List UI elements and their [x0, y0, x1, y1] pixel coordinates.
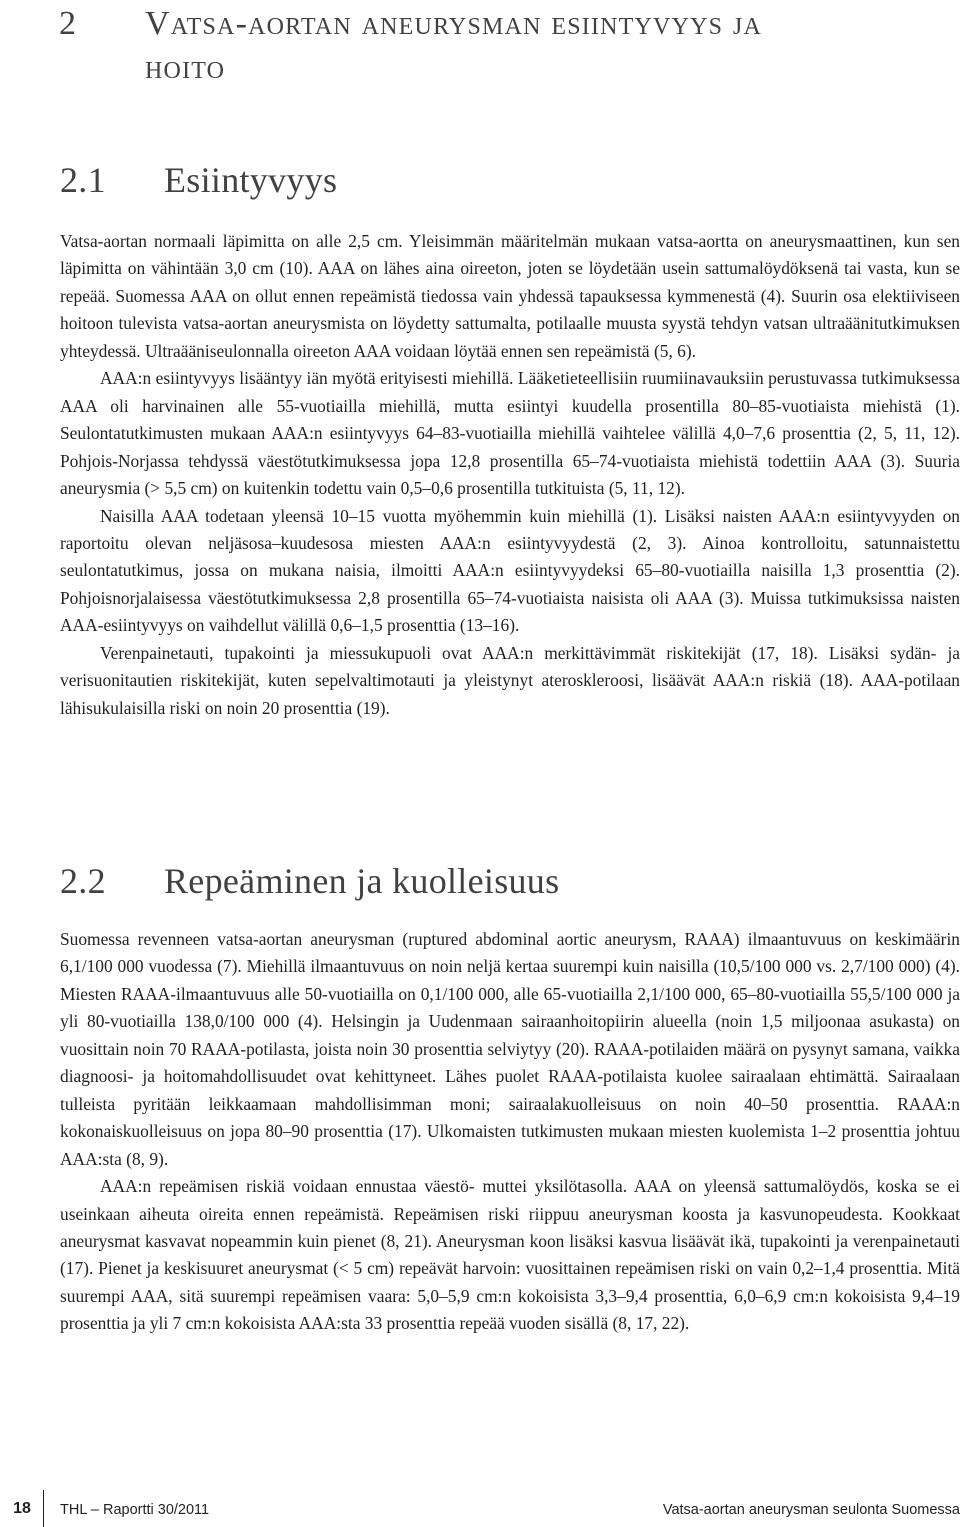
section-body-2-1: [60, 228, 960, 722]
section-number: 2.2: [60, 861, 106, 901]
footer-publication: THL – Raportti 30/2011: [60, 1502, 210, 1518]
chapter-number: 2: [59, 5, 78, 42]
chapter-title-line1: Vatsa-aortan aneurysman esiintyvyys ja: [145, 5, 762, 42]
paragraph: AAA:n repeämisen riskiä voidaan ennustaa väestö- muttei yksilötasolla. AAA on yleensä sattumalöydös, koska se ei useinkaan aiheuta oireita ennen repeämistä. Repeämisen riski riippuu aneurysman koosta ja kasvunopeudesta. Kookkaat aneurysmat kasvavat nopeammin kuin pienet (8, 21). Aneurysman koon lisäksi kasvua lisäävät ikä, tupakointi ja verenpainetauti (17). Pienet ja keskisuuret aneurysmat (< 5 cm) repeävät harvoin: vuosittainen repeämisen riski on vain 0,2–1,4 prosenttia. Mitä suurempi AAA, sitä suurempi repeämisen vaara: 5,0–5,9 cm:n kokoisista 3,3–9,4 prosenttia, 6,0–6,9 cm:n kokoisista 9,4–19 prosenttia ja yli 7 cm:n kokoisista AAA:sta 33 prosenttia repeää vuoden sisällä (8, 17, 22).: [60, 1176, 960, 1334]
footer-divider: [43, 1490, 44, 1527]
page-number: 18: [13, 1500, 31, 1517]
section-heading-2-1: [60, 160, 337, 200]
chapter-title-line2: hoito: [145, 49, 226, 86]
section-title: Repeäminen ja kuolleisuus: [164, 861, 560, 901]
section-heading-2-2: [60, 861, 559, 901]
section-body-2-2: [60, 926, 960, 1338]
paragraph: Naisilla AAA todetaan yleensä 10–15 vuotta myöhemmin kuin miehillä (1). Lisäksi naisten AAA:n esiintyvyyden on raportoitu olevan neljäsosa–kuudesosa miesten AAA:n esiintyvyydestä (2, 3). Ainoa kontrolloitu, satunnaistettu seulontatutkimus, jossa on mukana naisia, ilmoitti AAA:n esiintyvyydeksi 65–80-vuotiailla naisilla 1,3 prosenttia (2). Pohjoisnorjalaisessa väestötutkimuksessa 2,8 prosentilla 65–74-vuotiaista naisista oli AAA (3). Muissa tutkimuksissa naisten AAA-esiintyvyys on vaihdellut välillä 0,6–1,5 prosenttia (13–16).: [60, 505, 960, 636]
paragraph: Verenpainetauti, tupakointi ja miessukupuoli ovat AAA:n merkittävimmät riskitekijät (17, 18). Lisäksi sydän- ja verisuonitautien riskitekijät, kuten sepelvaltimotauti ja yleistynyt ateroskleroosi, lisäävät AAA:n riskiä (18). AAA-potilaan lähisukulaisilla riski on noin 20 prosenttia (19).: [60, 642, 960, 718]
footer-running-title: Vatsa-aortan aneurysman seulonta Suomessa: [662, 1502, 960, 1518]
section-title: Esiintyvyys: [164, 160, 338, 200]
paragraph: Vatsa-aortan normaali läpimitta on alle 2,5 cm. Yleisimmän määritelmän mukaan vatsa-aortta on aneurysmaattinen, kun sen läpimitta on vähintään 3,0 cm (10). AAA on lähes aina oireeton, joten se löydetään usein sattumalöydöksenä tai vasta, kun se repeää. Suomessa AAA on ollut ennen repeämistä tiedossa vain yhdessä tapauksessa kymmenestä (4). Suurin osa elektiiviseen hoitoon tulevista vatsa-aortan aneurysmista on löydetty sattumalta, potilaalle muusta syystä tehdyn vatsan ultraäänitutkimuksen yhteydessä. Ultraääniseulonnalla oireeton AAA voidaan löytää ennen sen repeämistä (5, 6).: [60, 231, 960, 361]
paragraph: AAA:n esiintyvyys lisääntyy iän myötä erityisesti miehillä. Lääketieteellisiin ruumiinavauksiin perustuvassa tutkimuksessa AAA oli harvinainen alle 55-vuotiailla miehillä, mutta esiintyi kuudella prosentilla 80–85-vuotiaista miehistä (1). Seulontatutkimusten mukaan AAA:n esiintyvyys 64–83-vuotiailla miehillä vaihtelee välillä 4,0–7,6 prosenttia (2, 5, 11, 12). Pohjois-Norjassa tehdyssä väestötutkimuksessa jopa 12,8 prosentilla 65–74-vuotiaista miehistä todettiin AAA (3). Suuria aneurysmia (> 5,5 cm) on kuitenkin todettu vain 0,5–0,6 prosentilla tutkituista (5, 11, 12).: [60, 368, 960, 499]
paragraph: Suomessa revenneen vatsa-aortan aneurysman (ruptured abdominal aortic aneurysm, RAAA) ilmaantuvuus on keskimäärin 6,1/100 000 vuodessa (7). Miehillä ilmaantuvuus on noin neljä kertaa suurempi kuin naisilla (10,5/100 000 vs. 2,7/100 000) (4). Miesten RAAA-ilmaantuvuus alle 50-vuotiailla on 0,1/100 000, alle 65-vuotiailla 2,1/100 000, 65–80-vuotiailla 55,5/100 000 ja yli 80-vuotiailla 138,0/100 000 (4). Helsingin ja Uudenmaan sairaanhoitopiirin alueella (noin 1,5 miljoonaa asukasta) on vuosittain noin 70 RAAA-potilasta, joista noin 30 prosenttia selviytyy (20). RAAA-potilaiden määrä on pysynyt samana, vaikka diagnoosi- ja hoitomahdollisuudet ovat kehittyneet. Lähes puolet RAAA-potilaista kuolee sairaalaan ehtimättä. Sairaalaan tulleista pyritään leikkaamaan mahdollisimman moni; sairaalakuolleisuus on noin 40–50 prosenttia. RAAA:n kokonaiskuolleisuus on jopa 80–90 prosenttia (17). Ulkomaisten tutkimusten mukaan miesten kuolemista 1–2 prosenttia johtuu AAA:sta (8, 9).: [60, 929, 960, 1169]
page-footer: [0, 1490, 960, 1527]
chapter-heading: [59, 2, 939, 90]
section-number: 2.1: [60, 160, 106, 200]
